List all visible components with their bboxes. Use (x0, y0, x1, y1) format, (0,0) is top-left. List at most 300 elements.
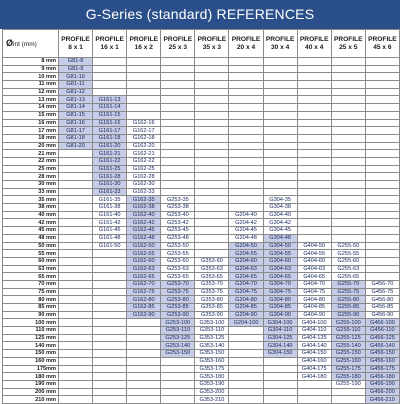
empty-cell (331, 181, 365, 189)
empty-cell (365, 181, 399, 189)
empty-cell (229, 127, 263, 135)
empty-cell (195, 111, 229, 119)
reference-cell: G161-33 (93, 188, 127, 196)
column-header-size: 25 x 5 (339, 43, 358, 51)
empty-cell (365, 265, 399, 273)
reference-cell: G162-90 (127, 311, 161, 319)
reference-cell: G161-48 (93, 234, 127, 242)
inner-diameter-cell: 22 mm (3, 157, 59, 165)
empty-cell (263, 81, 297, 89)
empty-cell (195, 188, 229, 196)
empty-cell (127, 373, 161, 381)
empty-cell (297, 234, 331, 242)
empty-cell (331, 234, 365, 242)
empty-cell (297, 58, 331, 66)
reference-cell: G253-85 (161, 304, 195, 312)
reference-cell: G456-140 (365, 342, 399, 350)
inner-diameter-cell: 180 mm (3, 373, 59, 381)
reference-cell: G255-75 (331, 288, 365, 296)
column-header-size: 35 x 3 (202, 43, 222, 51)
table-row (3, 119, 400, 127)
empty-cell (127, 65, 161, 73)
table-row (3, 342, 400, 350)
column-header-line1: PROFILE (231, 35, 261, 43)
inner-diameter-cell: 15 mm (3, 111, 59, 119)
table-row (3, 257, 400, 265)
empty-cell (59, 365, 93, 373)
empty-cell (297, 134, 331, 142)
empty-cell (365, 257, 399, 265)
reference-cell: G253-48 (161, 234, 195, 242)
empty-cell (93, 380, 127, 388)
table-row (3, 334, 400, 342)
empty-cell (297, 127, 331, 135)
reference-cell: G353-100 (195, 319, 229, 327)
empty-cell (161, 81, 195, 89)
empty-cell (331, 188, 365, 196)
reference-cell: G353-180 (195, 373, 229, 381)
empty-cell (161, 65, 195, 73)
empty-cell (161, 165, 195, 173)
empty-cell (229, 142, 263, 150)
empty-cell (365, 142, 399, 150)
inner-diameter-cell: 125 mm (3, 334, 59, 342)
inner-diameter-cell: 40 mm (3, 211, 59, 219)
empty-cell (365, 111, 399, 119)
reference-cell: G456-85 (365, 304, 399, 312)
empty-cell (263, 58, 297, 66)
inner-diameter-cell: 80 mm (3, 296, 59, 304)
empty-cell (297, 219, 331, 227)
reference-cell: G404-60 (297, 257, 331, 265)
inner-diameter-cell: 11 mm (3, 81, 59, 89)
inner-diameter-cell: 140 mm (3, 342, 59, 350)
empty-cell (331, 88, 365, 96)
empty-cell (331, 134, 365, 142)
reference-cell: G304-100 (263, 319, 297, 327)
empty-cell (161, 157, 195, 165)
empty-cell (365, 73, 399, 81)
reference-cell: G255-125 (331, 334, 365, 342)
inner-diameter-cell: 200 mm (3, 388, 59, 396)
empty-cell (365, 104, 399, 112)
reference-cell: G456-90 (365, 311, 399, 319)
empty-cell (59, 257, 93, 265)
reference-cell: G161-30 (93, 181, 127, 189)
reference-cell: G456-190 (365, 380, 399, 388)
reference-cell: G255-55 (331, 250, 365, 258)
empty-cell (195, 173, 229, 181)
reference-cell: G456-70 (365, 280, 399, 288)
inner-diameter-cell: 65 mm (3, 273, 59, 281)
reference-cell: G204-63 (229, 265, 263, 273)
reference-cell: G162-75 (127, 288, 161, 296)
column-header-profile (59, 30, 93, 58)
empty-cell (127, 81, 161, 89)
column-header-size: 40 x 4 (305, 43, 324, 51)
reference-cell: G304-42 (263, 219, 297, 227)
empty-cell (59, 181, 93, 189)
empty-cell (59, 311, 93, 319)
empty-cell (195, 157, 229, 165)
empty-cell (229, 165, 263, 173)
reference-cell: G204-55 (229, 250, 263, 258)
reference-cell: G204-85 (229, 304, 263, 312)
empty-cell (297, 388, 331, 396)
reference-cell: G353-85 (195, 304, 229, 312)
table-row (3, 181, 400, 189)
empty-cell (93, 357, 127, 365)
empty-cell (93, 65, 127, 73)
table-row (3, 173, 400, 181)
empty-cell (127, 357, 161, 365)
reference-cell: G253-50 (161, 242, 195, 250)
column-header-profile (365, 30, 399, 58)
inner-diameter-cell: 17 mm (3, 127, 59, 135)
reference-cell: G162-16 (127, 119, 161, 127)
empty-cell (263, 142, 297, 150)
empty-cell (195, 227, 229, 235)
empty-cell (93, 350, 127, 358)
inner-diameter-cell: 9 mm (3, 65, 59, 73)
empty-cell (59, 357, 93, 365)
reference-cell: G162-48 (127, 234, 161, 242)
reference-cell: G456-75 (365, 288, 399, 296)
reference-cell: G253-63 (161, 265, 195, 273)
reference-cell: G255-175 (331, 365, 365, 373)
empty-cell (365, 204, 399, 212)
reference-cell: G162-55 (127, 250, 161, 258)
empty-cell (229, 327, 263, 335)
inner-diameter-cell: 63 mm (3, 265, 59, 273)
empty-cell (195, 211, 229, 219)
inner-diameter-cell: 30 mm (3, 181, 59, 189)
reference-cell: G304-50 (263, 242, 297, 250)
reference-cell: G162-45 (127, 227, 161, 235)
reference-cell: G161-35 (93, 196, 127, 204)
reference-cell: G81-20 (59, 142, 93, 150)
empty-cell (161, 127, 195, 135)
empty-cell (127, 88, 161, 96)
empty-cell (59, 219, 93, 227)
reference-cell: G353-75 (195, 288, 229, 296)
empty-cell (297, 96, 331, 104)
reference-cell: G353-60 (195, 257, 229, 265)
empty-cell (161, 134, 195, 142)
empty-cell (263, 65, 297, 73)
table-row (3, 157, 400, 165)
empty-cell (229, 188, 263, 196)
reference-cell: G304-35 (263, 196, 297, 204)
empty-cell (365, 188, 399, 196)
empty-cell (263, 380, 297, 388)
column-header-size: 20 x 4 (236, 43, 256, 51)
empty-cell (297, 165, 331, 173)
column-header-line1: PROFILE (368, 35, 397, 43)
empty-cell (195, 58, 229, 66)
reference-cell: G162-63 (127, 265, 161, 273)
reference-cell: G404-110 (297, 327, 331, 335)
table-row (3, 96, 400, 104)
table-row (3, 88, 400, 96)
empty-cell (59, 204, 93, 212)
empty-cell (331, 96, 365, 104)
reference-cell: G253-55 (161, 250, 195, 258)
empty-cell (297, 380, 331, 388)
reference-cell: G404-100 (297, 319, 331, 327)
reference-cell: G404-75 (297, 288, 331, 296)
table-row (3, 319, 400, 327)
empty-cell (93, 304, 127, 312)
empty-cell (297, 227, 331, 235)
reference-cell: G162-28 (127, 173, 161, 181)
inner-diameter-cell: 13 mm (3, 96, 59, 104)
empty-cell (229, 204, 263, 212)
reference-cell: G404-50 (297, 242, 331, 250)
inner-diameter-cell: 10 mm (3, 73, 59, 81)
empty-cell (229, 81, 263, 89)
reference-cell: G404-90 (297, 311, 331, 319)
empty-cell (263, 357, 297, 365)
empty-cell (59, 334, 93, 342)
reference-cell: G353-125 (195, 334, 229, 342)
empty-cell (297, 65, 331, 73)
table-row (3, 234, 400, 242)
empty-cell (195, 119, 229, 127)
table-row (3, 111, 400, 119)
empty-cell (59, 380, 93, 388)
reference-cell: G404-85 (297, 304, 331, 312)
empty-cell (229, 150, 263, 158)
inner-diameter-cell: 48 mm (3, 234, 59, 242)
column-header-line1: PROFILE (163, 35, 193, 43)
empty-cell (331, 165, 365, 173)
reference-cell: G204-75 (229, 288, 263, 296)
empty-cell (229, 380, 263, 388)
reference-cell: G161-13 (93, 96, 127, 104)
empty-cell (93, 319, 127, 327)
empty-cell (93, 296, 127, 304)
reference-cell: G253-150 (161, 350, 195, 358)
empty-cell (365, 173, 399, 181)
table-header (3, 30, 400, 58)
empty-cell (331, 388, 365, 396)
table-row (3, 350, 400, 358)
reference-cell: G81-13 (59, 96, 93, 104)
empty-cell (331, 104, 365, 112)
empty-cell (297, 119, 331, 127)
empty-cell (365, 227, 399, 235)
reference-cell: G404-125 (297, 334, 331, 342)
reference-cell: G253-65 (161, 273, 195, 281)
empty-cell (195, 96, 229, 104)
reference-cell: G162-35 (127, 196, 161, 204)
reference-cell: G304-55 (263, 250, 297, 258)
empty-cell (59, 327, 93, 335)
reference-cell: G161-45 (93, 227, 127, 235)
empty-cell (93, 311, 127, 319)
empty-cell (59, 250, 93, 258)
empty-cell (127, 104, 161, 112)
empty-cell (127, 388, 161, 396)
empty-cell (297, 204, 331, 212)
reference-cell: G353-70 (195, 280, 229, 288)
column-header-line1: PROFILE (334, 35, 363, 43)
table-row (3, 165, 400, 173)
table-row (3, 227, 400, 235)
empty-cell (297, 181, 331, 189)
reference-cell: G255-90 (331, 311, 365, 319)
empty-cell (195, 204, 229, 212)
inner-diameter-cell: 100 mm (3, 319, 59, 327)
table-row (3, 388, 400, 396)
empty-cell (161, 357, 195, 365)
reference-cell: G456-180 (365, 373, 399, 381)
empty-cell (195, 150, 229, 158)
table-row (3, 196, 400, 204)
reference-cell: G404-140 (297, 342, 331, 350)
empty-cell (365, 165, 399, 173)
reference-cell: G81-14 (59, 104, 93, 112)
table-row (3, 73, 400, 81)
empty-cell (161, 119, 195, 127)
empty-cell (229, 365, 263, 373)
inner-diameter-cell: 150 mm (3, 350, 59, 358)
empty-cell (229, 334, 263, 342)
empty-cell (263, 96, 297, 104)
empty-cell (365, 157, 399, 165)
reference-cell: G204-80 (229, 296, 263, 304)
reference-cell: G161-18 (93, 134, 127, 142)
empty-cell (59, 388, 93, 396)
empty-cell (297, 157, 331, 165)
empty-cell (229, 119, 263, 127)
reference-cell: G456-175 (365, 365, 399, 373)
empty-cell (127, 319, 161, 327)
empty-cell (365, 81, 399, 89)
empty-cell (263, 150, 297, 158)
table-row (3, 204, 400, 212)
empty-cell (195, 104, 229, 112)
empty-cell (93, 388, 127, 396)
empty-cell (93, 373, 127, 381)
reference-cell: G456-80 (365, 296, 399, 304)
reference-cell: G304-150 (263, 350, 297, 358)
empty-cell (229, 388, 263, 396)
reference-cell: G161-17 (93, 127, 127, 135)
reference-cell: G456-200 (365, 388, 399, 396)
reference-cell: G404-80 (297, 296, 331, 304)
empty-cell (127, 350, 161, 358)
reference-cell: G456-125 (365, 334, 399, 342)
empty-cell (59, 211, 93, 219)
reference-cell: G255-60 (331, 257, 365, 265)
empty-cell (263, 365, 297, 373)
reference-cell: G456-160 (365, 357, 399, 365)
table-row (3, 327, 400, 335)
empty-cell (59, 227, 93, 235)
reference-cell: G162-80 (127, 296, 161, 304)
empty-cell (195, 127, 229, 135)
empty-cell (263, 188, 297, 196)
empty-cell (93, 327, 127, 335)
column-header-profile (195, 30, 229, 58)
reference-cell: G255-140 (331, 342, 365, 350)
empty-cell (59, 196, 93, 204)
empty-cell (229, 73, 263, 81)
reference-cell: G255-70 (331, 280, 365, 288)
empty-cell (59, 373, 93, 381)
empty-cell (195, 65, 229, 73)
reference-cell: G253-125 (161, 334, 195, 342)
reference-cell: G404-150 (297, 350, 331, 358)
empty-cell (93, 73, 127, 81)
table-row (3, 58, 400, 66)
empty-cell (331, 219, 365, 227)
empty-cell (365, 119, 399, 127)
reference-cell: G81-18 (59, 134, 93, 142)
empty-cell (93, 365, 127, 373)
reference-cell: G204-100 (229, 319, 263, 327)
empty-cell (59, 304, 93, 312)
empty-cell (263, 157, 297, 165)
table-title: G-Series (standard) REFERENCES (0, 0, 400, 29)
table-row (3, 357, 400, 365)
reference-cell: G162-60 (127, 257, 161, 265)
inner-diameter-cell: 35 mm (3, 196, 59, 204)
reference-cell: G304-65 (263, 273, 297, 281)
reference-cell: G255-190 (331, 380, 365, 388)
empty-cell (127, 96, 161, 104)
empty-cell (365, 96, 399, 104)
empty-cell (297, 111, 331, 119)
empty-cell (365, 150, 399, 158)
column-header-profile (127, 30, 161, 58)
table-row (3, 104, 400, 112)
reference-cell: G81-11 (59, 81, 93, 89)
reference-cell: G204-50 (229, 242, 263, 250)
empty-cell (127, 365, 161, 373)
empty-cell (263, 165, 297, 173)
inner-diameter-cell: 12 mm (3, 88, 59, 96)
table-row (3, 380, 400, 388)
table-row (3, 365, 400, 373)
reference-cell: G162-70 (127, 280, 161, 288)
header-row (3, 30, 400, 58)
empty-cell (365, 127, 399, 135)
table-row (3, 242, 400, 250)
reference-cell: G255-63 (331, 265, 365, 273)
empty-cell (59, 350, 93, 358)
inner-diameter-cell: 55 mm (3, 250, 59, 258)
reference-cell: G204-90 (229, 311, 263, 319)
reference-cell: G304-140 (263, 342, 297, 350)
empty-cell (161, 373, 195, 381)
column-header-profile (229, 30, 263, 58)
inner-diameter-cell: 18 mm (3, 134, 59, 142)
table-row (3, 280, 400, 288)
inner-diameter-cell: 70 mm (3, 280, 59, 288)
reference-cell: G161-15 (93, 111, 127, 119)
reference-cell: G204-45 (229, 227, 263, 235)
empty-cell (161, 173, 195, 181)
empty-cell (229, 181, 263, 189)
empty-cell (263, 119, 297, 127)
reference-cell: G304-80 (263, 296, 297, 304)
empty-cell (161, 150, 195, 158)
reference-cell: G404-175 (297, 365, 331, 373)
reference-cell: G353-190 (195, 380, 229, 388)
